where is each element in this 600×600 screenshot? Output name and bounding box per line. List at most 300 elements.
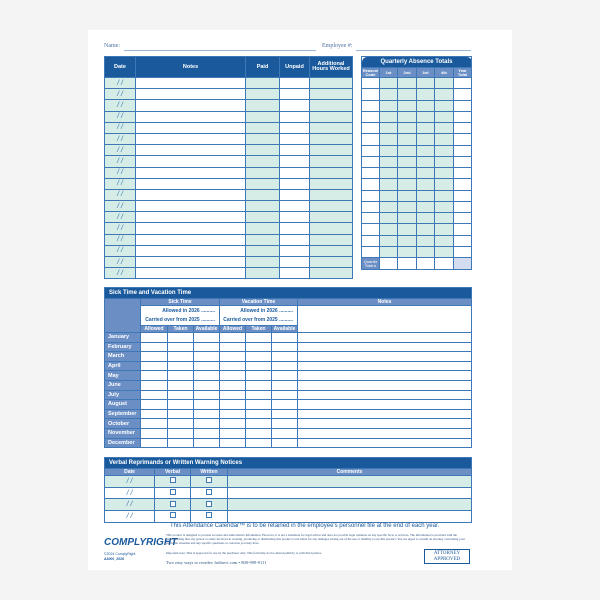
- month-cell[interactable]: [246, 428, 272, 438]
- unpaid-cell[interactable]: [280, 133, 310, 144]
- notes-cell[interactable]: [136, 201, 246, 212]
- additional-hours-cell[interactable]: [310, 189, 353, 200]
- unpaid-cell[interactable]: [280, 167, 310, 178]
- quarter-cell[interactable]: [454, 123, 472, 134]
- quarter-cell[interactable]: [362, 246, 380, 257]
- month-cell[interactable]: [220, 352, 246, 362]
- unpaid-cell[interactable]: [280, 89, 310, 100]
- unpaid-cell[interactable]: [280, 257, 310, 268]
- month-cell[interactable]: [298, 380, 472, 390]
- written-checkbox[interactable]: [206, 489, 212, 495]
- month-cell[interactable]: [194, 419, 220, 429]
- month-cell[interactable]: [246, 380, 272, 390]
- verbal-checkbox[interactable]: [170, 501, 176, 507]
- unpaid-cell[interactable]: [280, 223, 310, 234]
- quarter-cell[interactable]: [454, 235, 472, 246]
- month-cell[interactable]: [272, 333, 298, 343]
- additional-hours-cell[interactable]: [310, 89, 353, 100]
- month-cell[interactable]: [272, 390, 298, 400]
- month-cell[interactable]: [168, 333, 194, 343]
- quarter-cell[interactable]: [398, 123, 417, 134]
- quarter-cell[interactable]: [362, 224, 380, 235]
- month-cell[interactable]: [298, 390, 472, 400]
- month-cell[interactable]: [168, 419, 194, 429]
- month-cell[interactable]: [220, 380, 246, 390]
- reprimand-date[interactable]: [105, 487, 155, 499]
- unpaid-cell[interactable]: [280, 111, 310, 122]
- quarter-cell[interactable]: [362, 213, 380, 224]
- paid-cell[interactable]: [246, 189, 280, 200]
- notes-cell[interactable]: [136, 268, 246, 279]
- month-cell[interactable]: [220, 342, 246, 352]
- month-cell[interactable]: [298, 352, 472, 362]
- quarter-cell[interactable]: [435, 213, 454, 224]
- notes-cell[interactable]: [136, 189, 246, 200]
- month-cell[interactable]: [220, 438, 246, 448]
- additional-hours-cell[interactable]: [310, 122, 353, 133]
- quarter-cell[interactable]: [454, 134, 472, 145]
- paid-cell[interactable]: [246, 223, 280, 234]
- paid-cell[interactable]: [246, 89, 280, 100]
- month-cell[interactable]: [141, 409, 168, 419]
- month-cell[interactable]: [272, 352, 298, 362]
- additional-hours-cell[interactable]: [310, 268, 353, 279]
- quarter-cell[interactable]: [435, 134, 454, 145]
- quarter-cell[interactable]: [362, 100, 380, 111]
- month-cell[interactable]: [141, 380, 168, 390]
- month-cell[interactable]: [168, 342, 194, 352]
- paid-cell[interactable]: [246, 212, 280, 223]
- date-cell[interactable]: [105, 212, 136, 223]
- reprimand-date[interactable]: [105, 511, 155, 523]
- notes-cell[interactable]: [136, 257, 246, 268]
- additional-hours-cell[interactable]: [310, 145, 353, 156]
- month-cell[interactable]: [272, 371, 298, 381]
- notes-cell[interactable]: [136, 100, 246, 111]
- month-cell[interactable]: [194, 380, 220, 390]
- month-cell[interactable]: [298, 361, 472, 371]
- notes-cell[interactable]: [136, 89, 246, 100]
- quarter-cell[interactable]: [454, 190, 472, 201]
- comments-cell[interactable]: [228, 476, 472, 488]
- month-cell[interactable]: [194, 371, 220, 381]
- additional-hours-cell[interactable]: [310, 111, 353, 122]
- month-cell[interactable]: [168, 371, 194, 381]
- unpaid-cell[interactable]: [280, 156, 310, 167]
- paid-cell[interactable]: [246, 133, 280, 144]
- paid-cell[interactable]: [246, 178, 280, 189]
- month-cell[interactable]: [298, 419, 472, 429]
- paid-cell[interactable]: [246, 257, 280, 268]
- date-cell[interactable]: [105, 156, 136, 167]
- month-cell[interactable]: [194, 361, 220, 371]
- month-cell[interactable]: [141, 342, 168, 352]
- paid-cell[interactable]: [246, 111, 280, 122]
- unpaid-cell[interactable]: [280, 78, 310, 89]
- month-cell[interactable]: [272, 428, 298, 438]
- month-cell[interactable]: [168, 409, 194, 419]
- quarter-cell[interactable]: [435, 100, 454, 111]
- month-cell[interactable]: [246, 342, 272, 352]
- unpaid-cell[interactable]: [280, 178, 310, 189]
- quarter-cell[interactable]: [454, 246, 472, 257]
- quarter-total-cell[interactable]: [454, 258, 472, 270]
- quarter-cell[interactable]: [380, 89, 398, 100]
- paid-cell[interactable]: [246, 245, 280, 256]
- month-cell[interactable]: [272, 409, 298, 419]
- quarter-cell[interactable]: [417, 156, 435, 167]
- quarter-cell[interactable]: [417, 123, 435, 134]
- quarter-cell[interactable]: [380, 156, 398, 167]
- month-cell[interactable]: [194, 409, 220, 419]
- notes-cell[interactable]: [136, 133, 246, 144]
- reorder-info[interactable]: Two easy ways to reorder: hrdirect.com • 800-999-9111: [166, 560, 267, 565]
- quarter-cell[interactable]: [362, 179, 380, 190]
- name-field[interactable]: [124, 50, 316, 51]
- month-cell[interactable]: [298, 400, 472, 410]
- month-cell[interactable]: [168, 438, 194, 448]
- notes-cell[interactable]: [136, 145, 246, 156]
- month-cell[interactable]: [141, 400, 168, 410]
- month-cell[interactable]: [246, 333, 272, 343]
- quarter-cell[interactable]: [454, 145, 472, 156]
- date-cell[interactable]: [105, 245, 136, 256]
- quarter-cell[interactable]: [380, 179, 398, 190]
- additional-hours-cell[interactable]: [310, 234, 353, 245]
- month-cell[interactable]: [168, 428, 194, 438]
- quarter-cell[interactable]: [417, 111, 435, 122]
- quarter-cell[interactable]: [454, 224, 472, 235]
- month-cell[interactable]: [168, 361, 194, 371]
- quarter-cell[interactable]: [398, 246, 417, 257]
- quarter-cell[interactable]: [362, 235, 380, 246]
- quarter-cell[interactable]: [362, 111, 380, 122]
- month-cell[interactable]: [220, 409, 246, 419]
- quarter-cell[interactable]: [362, 201, 380, 212]
- date-cell[interactable]: [105, 122, 136, 133]
- quarter-cell[interactable]: [417, 213, 435, 224]
- comments-cell[interactable]: [228, 487, 472, 499]
- quarter-cell[interactable]: [417, 235, 435, 246]
- additional-hours-cell[interactable]: [310, 257, 353, 268]
- paid-cell[interactable]: [246, 201, 280, 212]
- quarter-cell[interactable]: [398, 134, 417, 145]
- notes-cell[interactable]: [136, 78, 246, 89]
- reprimand-date[interactable]: [105, 476, 155, 488]
- date-cell[interactable]: [105, 223, 136, 234]
- unpaid-cell[interactable]: [280, 189, 310, 200]
- quarter-cell[interactable]: [435, 179, 454, 190]
- additional-hours-cell[interactable]: [310, 167, 353, 178]
- notes-cell[interactable]: [136, 156, 246, 167]
- paid-cell[interactable]: [246, 167, 280, 178]
- month-cell[interactable]: [246, 361, 272, 371]
- month-cell[interactable]: [272, 361, 298, 371]
- quarter-cell[interactable]: [435, 201, 454, 212]
- month-cell[interactable]: [220, 333, 246, 343]
- notes-cell[interactable]: [136, 167, 246, 178]
- month-cell[interactable]: [141, 352, 168, 362]
- date-cell[interactable]: [105, 189, 136, 200]
- quarter-cell[interactable]: [398, 190, 417, 201]
- quarter-cell[interactable]: [362, 168, 380, 179]
- quarter-cell[interactable]: [398, 179, 417, 190]
- month-cell[interactable]: [141, 361, 168, 371]
- month-cell[interactable]: [220, 400, 246, 410]
- quarter-cell[interactable]: [417, 201, 435, 212]
- month-cell[interactable]: [220, 361, 246, 371]
- date-cell[interactable]: [105, 178, 136, 189]
- additional-hours-cell[interactable]: [310, 100, 353, 111]
- month-cell[interactable]: [298, 371, 472, 381]
- quarter-cell[interactable]: [380, 78, 398, 89]
- written-checkbox[interactable]: [206, 501, 212, 507]
- quarter-cell[interactable]: [417, 246, 435, 257]
- month-cell[interactable]: [194, 438, 220, 448]
- quarter-cell[interactable]: [380, 145, 398, 156]
- date-cell[interactable]: [105, 201, 136, 212]
- unpaid-cell[interactable]: [280, 122, 310, 133]
- quarter-cell[interactable]: [362, 145, 380, 156]
- quarter-cell[interactable]: [380, 246, 398, 257]
- notes-cell[interactable]: [136, 223, 246, 234]
- month-cell[interactable]: [194, 400, 220, 410]
- quarter-cell[interactable]: [380, 190, 398, 201]
- month-cell[interactable]: [246, 419, 272, 429]
- quarter-cell[interactable]: [417, 179, 435, 190]
- verbal-checkbox[interactable]: [170, 489, 176, 495]
- verbal-checkbox[interactable]: [170, 477, 176, 483]
- written-checkbox[interactable]: [206, 477, 212, 483]
- date-cell[interactable]: [105, 78, 136, 89]
- month-cell[interactable]: [246, 352, 272, 362]
- notes-cell[interactable]: [136, 178, 246, 189]
- quarter-cell[interactable]: [435, 246, 454, 257]
- sick-carried[interactable]: Carried over from 2025 ..........: [145, 316, 215, 323]
- month-cell[interactable]: [141, 419, 168, 429]
- paid-cell[interactable]: [246, 156, 280, 167]
- quarter-cell[interactable]: [435, 123, 454, 134]
- quarter-cell[interactable]: [398, 224, 417, 235]
- verbal-checkbox[interactable]: [170, 512, 176, 518]
- month-cell[interactable]: [246, 409, 272, 419]
- quarter-cell[interactable]: [435, 190, 454, 201]
- quarter-cell[interactable]: [362, 156, 380, 167]
- quarter-cell[interactable]: [398, 89, 417, 100]
- quarter-cell[interactable]: [417, 134, 435, 145]
- quarter-cell[interactable]: [454, 156, 472, 167]
- written-checkbox[interactable]: [206, 512, 212, 518]
- unpaid-cell[interactable]: [280, 201, 310, 212]
- quarter-cell[interactable]: [417, 89, 435, 100]
- quarter-cell[interactable]: [380, 100, 398, 111]
- unpaid-cell[interactable]: [280, 212, 310, 223]
- quarter-cell[interactable]: [398, 100, 417, 111]
- unpaid-cell[interactable]: [280, 268, 310, 279]
- unpaid-cell[interactable]: [280, 245, 310, 256]
- quarter-cell[interactable]: [454, 89, 472, 100]
- quarter-cell[interactable]: [380, 224, 398, 235]
- quarter-cell[interactable]: [362, 89, 380, 100]
- month-cell[interactable]: [220, 390, 246, 400]
- quarter-cell[interactable]: [435, 78, 454, 89]
- date-cell[interactable]: [105, 89, 136, 100]
- quarter-cell[interactable]: [398, 235, 417, 246]
- vacation-carried[interactable]: Carried over from 2025 ..........: [223, 316, 293, 323]
- paid-cell[interactable]: [246, 78, 280, 89]
- quarter-cell[interactable]: [435, 111, 454, 122]
- quarter-cell[interactable]: [435, 89, 454, 100]
- quarter-total-cell[interactable]: [380, 258, 398, 270]
- vacation-allowed[interactable]: Allowed in 2026 ..........: [240, 307, 293, 314]
- notes-cell[interactable]: [136, 212, 246, 223]
- quarter-cell[interactable]: [454, 111, 472, 122]
- month-cell[interactable]: [220, 419, 246, 429]
- additional-hours-cell[interactable]: [310, 223, 353, 234]
- quarter-cell[interactable]: [454, 201, 472, 212]
- quarter-cell[interactable]: [454, 168, 472, 179]
- date-cell[interactable]: [105, 145, 136, 156]
- paid-cell[interactable]: [246, 234, 280, 245]
- unpaid-cell[interactable]: [280, 234, 310, 245]
- quarter-cell[interactable]: [398, 156, 417, 167]
- month-cell[interactable]: [298, 342, 472, 352]
- additional-hours-cell[interactable]: [310, 245, 353, 256]
- quarter-cell[interactable]: [380, 168, 398, 179]
- month-cell[interactable]: [298, 409, 472, 419]
- quarter-cell[interactable]: [398, 145, 417, 156]
- quarter-cell[interactable]: [362, 123, 380, 134]
- quarter-cell[interactable]: [380, 134, 398, 145]
- month-cell[interactable]: [168, 352, 194, 362]
- month-cell[interactable]: [141, 371, 168, 381]
- paid-cell[interactable]: [246, 268, 280, 279]
- quarter-cell[interactable]: [362, 134, 380, 145]
- quarter-cell[interactable]: [435, 235, 454, 246]
- quarter-total-cell[interactable]: [417, 258, 435, 270]
- quarter-cell[interactable]: [435, 224, 454, 235]
- month-cell[interactable]: [246, 371, 272, 381]
- month-cell[interactable]: [220, 371, 246, 381]
- quarter-cell[interactable]: [380, 201, 398, 212]
- quarter-cell[interactable]: [435, 168, 454, 179]
- quarter-row: [362, 78, 472, 89]
- month-cell[interactable]: [194, 342, 220, 352]
- sick-allowed[interactable]: Allowed in 2026 ..........: [162, 307, 215, 314]
- quarter-cell[interactable]: [362, 190, 380, 201]
- additional-hours-cell[interactable]: [310, 212, 353, 223]
- month-cell[interactable]: [298, 428, 472, 438]
- quarter-cell[interactable]: [454, 179, 472, 190]
- month-cell[interactable]: [272, 400, 298, 410]
- month-cell[interactable]: [194, 390, 220, 400]
- month-cell[interactable]: [168, 380, 194, 390]
- date-cell[interactable]: [105, 111, 136, 122]
- quarter-cell[interactable]: [398, 213, 417, 224]
- quarter-cell[interactable]: [454, 100, 472, 111]
- month-cell[interactable]: [220, 428, 246, 438]
- month-cell[interactable]: [141, 333, 168, 343]
- quarter-cell[interactable]: [362, 78, 380, 89]
- date-cell[interactable]: [105, 167, 136, 178]
- unpaid-cell[interactable]: [280, 145, 310, 156]
- date-cell[interactable]: [105, 257, 136, 268]
- quarter-cell[interactable]: [417, 78, 435, 89]
- quarter-cell[interactable]: [398, 111, 417, 122]
- quarter-cell[interactable]: [380, 123, 398, 134]
- notes-cell[interactable]: [136, 234, 246, 245]
- quarter-cell[interactable]: [435, 145, 454, 156]
- date-cell[interactable]: [105, 133, 136, 144]
- quarter-cell[interactable]: [417, 190, 435, 201]
- month-cell[interactable]: [194, 333, 220, 343]
- month-cell[interactable]: [272, 438, 298, 448]
- quarter-cell[interactable]: [380, 111, 398, 122]
- month-cell[interactable]: [168, 400, 194, 410]
- month-cell[interactable]: [246, 438, 272, 448]
- notes-cell[interactable]: [136, 111, 246, 122]
- quarter-cell[interactable]: [435, 156, 454, 167]
- notes-cell[interactable]: [136, 122, 246, 133]
- month-cell[interactable]: [194, 428, 220, 438]
- unpaid-cell[interactable]: [280, 100, 310, 111]
- month-cell[interactable]: [168, 390, 194, 400]
- quarter-cell[interactable]: [398, 201, 417, 212]
- quarter-cell[interactable]: [380, 213, 398, 224]
- additional-hours-cell[interactable]: [310, 156, 353, 167]
- month-cell[interactable]: [246, 390, 272, 400]
- notes-cell[interactable]: [136, 245, 246, 256]
- additional-hours-cell[interactable]: [310, 133, 353, 144]
- month-cell[interactable]: [141, 428, 168, 438]
- month-cell[interactable]: [298, 438, 472, 448]
- additional-hours-cell[interactable]: [310, 178, 353, 189]
- month-cell[interactable]: [246, 400, 272, 410]
- date-cell[interactable]: [105, 100, 136, 111]
- date-cell[interactable]: [105, 234, 136, 245]
- month-cell[interactable]: [272, 380, 298, 390]
- paid-cell[interactable]: [246, 100, 280, 111]
- quarter-cell[interactable]: [417, 224, 435, 235]
- quarter-cell[interactable]: [398, 168, 417, 179]
- month-cell[interactable]: [141, 390, 168, 400]
- month-cell[interactable]: [298, 333, 472, 343]
- employee-field[interactable]: [356, 50, 471, 51]
- quarter-cell[interactable]: [417, 100, 435, 111]
- quarter-total-cell[interactable]: [435, 258, 454, 270]
- additional-hours-cell[interactable]: [310, 78, 353, 89]
- month-cell[interactable]: [272, 419, 298, 429]
- quarter-total-cell[interactable]: [398, 258, 417, 270]
- date-placeholder: / /: [117, 79, 123, 87]
- additional-hours-cell[interactable]: [310, 201, 353, 212]
- quarter-cell[interactable]: [454, 213, 472, 224]
- quarter-cell[interactable]: [380, 235, 398, 246]
- month-cell[interactable]: [272, 342, 298, 352]
- comments-cell[interactable]: [228, 499, 472, 511]
- date-cell[interactable]: [105, 268, 136, 279]
- quarter-cell[interactable]: [398, 78, 417, 89]
- paid-cell[interactable]: [246, 145, 280, 156]
- month-cell[interactable]: [141, 438, 168, 448]
- quarter-cell[interactable]: [454, 78, 472, 89]
- comments-cell[interactable]: [228, 511, 472, 523]
- quarter-cell[interactable]: [417, 145, 435, 156]
- month-cell[interactable]: [194, 352, 220, 362]
- quarter-cell[interactable]: [417, 168, 435, 179]
- reprimand-date[interactable]: [105, 499, 155, 511]
- paid-cell[interactable]: [246, 122, 280, 133]
